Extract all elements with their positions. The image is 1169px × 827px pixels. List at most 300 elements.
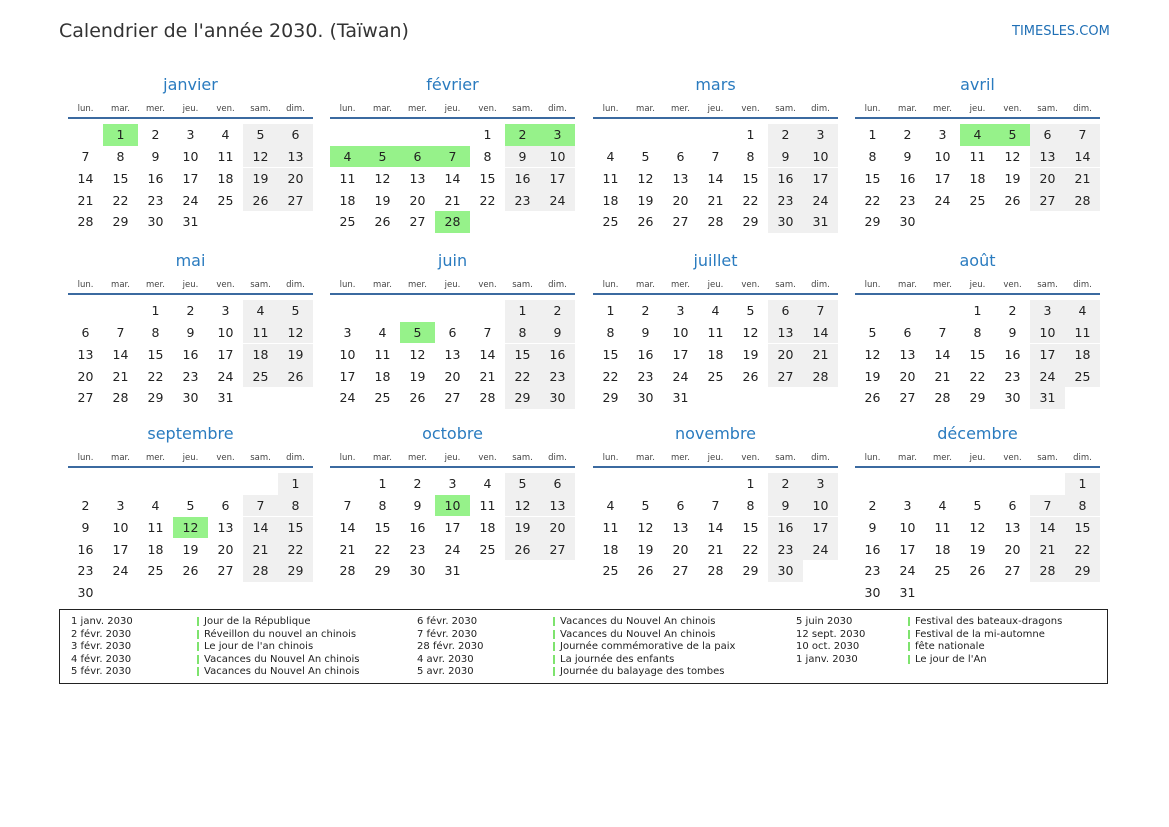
day-cell: 15 <box>969 346 986 362</box>
legend-date: 7 févr. 2030 <box>417 628 478 640</box>
legend-date: 5 juin 2030 <box>796 616 853 627</box>
day-cell: 5 <box>973 498 982 514</box>
day-cell: 17 <box>339 368 356 384</box>
day-cell: 9 <box>768 146 803 168</box>
day-cell: 1 <box>746 127 755 143</box>
holiday-day-cell: 6 <box>400 146 435 168</box>
day-cell: 1 <box>151 303 160 319</box>
weekday-label: mar. <box>898 280 917 290</box>
day-cell: 12 <box>243 146 278 168</box>
day-cell: 26 <box>637 563 654 579</box>
day-cell: 12 <box>637 519 654 535</box>
day-cell: 11 <box>217 149 234 165</box>
day-cell: 3 <box>1030 300 1065 322</box>
day-cell: 22 <box>864 192 881 208</box>
weekday-label: lun. <box>339 104 356 114</box>
day-cell: 13 <box>672 170 689 186</box>
day-cell: 5 <box>641 149 650 165</box>
weekday-label: sam. <box>512 453 533 463</box>
day-grid <box>855 300 1100 409</box>
weekday-label: lun. <box>864 104 881 114</box>
day-grid <box>593 124 838 233</box>
day-cell: 16 <box>77 541 94 557</box>
weekday-label: dim. <box>286 453 305 463</box>
day-cell: 5 <box>505 473 540 495</box>
legend-holiday-name: Vacances du Nouvel An chinois <box>197 654 359 665</box>
weekday-label: mer. <box>146 104 165 114</box>
day-cell: 30 <box>147 214 164 230</box>
day-cell: 16 <box>505 168 540 190</box>
month-block <box>855 250 1100 409</box>
day-cell: 4 <box>221 127 230 143</box>
day-cell: 26 <box>742 368 759 384</box>
day-cell: 21 <box>444 192 461 208</box>
day-cell: 29 <box>742 214 759 230</box>
day-cell: 15 <box>147 346 164 362</box>
day-cell: 6 <box>1008 498 1017 514</box>
day-cell: 13 <box>409 170 426 186</box>
empty-cell <box>330 124 365 146</box>
day-cell: 19 <box>969 541 986 557</box>
day-cell: 24 <box>444 541 461 557</box>
day-cell: 9 <box>540 322 575 344</box>
day-cell: 2 <box>768 124 803 146</box>
day-cell: 13 <box>540 495 575 517</box>
day-cell: 22 <box>602 368 619 384</box>
day-cell: 15 <box>505 344 540 366</box>
day-cell: 11 <box>969 149 986 165</box>
day-cell: 30 <box>540 387 575 409</box>
day-cell: 29 <box>112 214 129 230</box>
empty-cell <box>855 300 890 322</box>
day-cell: 8 <box>505 322 540 344</box>
day-cell: 25 <box>339 214 356 230</box>
day-cell: 26 <box>374 214 391 230</box>
day-cell: 23 <box>768 189 803 211</box>
day-cell: 3 <box>676 303 685 319</box>
day-cell: 26 <box>969 563 986 579</box>
day-cell: 24 <box>803 538 838 560</box>
weekday-label: jeu. <box>182 453 199 463</box>
day-cell: 24 <box>182 192 199 208</box>
day-cell: 30 <box>1004 390 1021 406</box>
day-cell: 31 <box>1030 387 1065 409</box>
day-cell: 21 <box>707 541 724 557</box>
weekday-label: mar. <box>373 453 392 463</box>
month-name: août <box>959 251 996 270</box>
day-cell: 2 <box>903 127 912 143</box>
weekday-label: ven. <box>741 453 760 463</box>
day-cell: 8 <box>483 149 492 165</box>
day-cell: 10 <box>803 146 838 168</box>
day-cell: 11 <box>602 170 619 186</box>
day-cell: 26 <box>243 189 278 211</box>
day-cell: 20 <box>540 517 575 539</box>
day-cell: 18 <box>339 192 356 208</box>
day-cell: 18 <box>707 346 724 362</box>
day-cell: 31 <box>444 563 461 579</box>
empty-cell <box>925 300 960 322</box>
holiday-day-cell: 4 <box>330 146 365 168</box>
day-cell: 31 <box>672 390 689 406</box>
weekday-label: sam. <box>250 104 271 114</box>
day-cell: 17 <box>803 168 838 190</box>
day-cell: 12 <box>742 325 759 341</box>
day-cell: 25 <box>374 390 391 406</box>
weekday-label: dim. <box>548 104 567 114</box>
month-block <box>593 74 838 233</box>
holiday-day-cell: 4 <box>960 124 995 146</box>
weekday-label: mer. <box>933 104 952 114</box>
day-cell: 28 <box>1030 560 1065 582</box>
day-cell: 2 <box>768 473 803 495</box>
day-cell: 14 <box>77 170 94 186</box>
month-name: mars <box>695 75 736 94</box>
day-cell: 16 <box>409 519 426 535</box>
empty-cell <box>593 124 628 146</box>
weekday-label: lun. <box>339 453 356 463</box>
empty-cell <box>365 124 400 146</box>
month-name: septembre <box>147 424 234 443</box>
day-cell: 25 <box>217 192 234 208</box>
day-cell: 28 <box>934 390 951 406</box>
empty-cell <box>960 473 995 495</box>
legend-holiday-name: Journée du balayage des tombes <box>553 666 725 677</box>
weekday-label: sam. <box>250 280 271 290</box>
weekday-label: ven. <box>478 453 497 463</box>
weekday-label: dim. <box>548 280 567 290</box>
day-cell: 20 <box>672 192 689 208</box>
day-cell: 24 <box>217 368 234 384</box>
day-cell: 29 <box>505 387 540 409</box>
day-cell: 9 <box>641 325 650 341</box>
day-cell: 27 <box>1004 563 1021 579</box>
day-cell: 4 <box>243 300 278 322</box>
empty-cell <box>995 473 1030 495</box>
day-cell: 6 <box>768 300 803 322</box>
weekday-label: mer. <box>146 280 165 290</box>
day-cell: 21 <box>339 541 356 557</box>
day-cell: 28 <box>707 214 724 230</box>
day-cell: 27 <box>217 563 234 579</box>
day-cell: 23 <box>409 541 426 557</box>
weekday-label: mar. <box>111 104 130 114</box>
day-cell: 8 <box>868 149 877 165</box>
holiday-day-cell: 5 <box>365 146 400 168</box>
day-cell: 5 <box>186 498 195 514</box>
day-cell: 29 <box>147 390 164 406</box>
weekday-label: ven. <box>216 280 235 290</box>
day-cell: 29 <box>602 390 619 406</box>
day-cell: 2 <box>413 476 422 492</box>
day-cell: 16 <box>768 168 803 190</box>
weekday-label: dim. <box>1073 104 1092 114</box>
day-cell: 25 <box>969 192 986 208</box>
day-cell: 11 <box>147 519 164 535</box>
day-cell: 27 <box>1030 189 1065 211</box>
day-cell: 25 <box>479 541 496 557</box>
day-cell: 16 <box>1004 346 1021 362</box>
legend-date: 1 janv. 2030 <box>71 616 133 627</box>
day-cell: 1 <box>483 127 492 143</box>
empty-cell <box>330 473 365 495</box>
day-cell: 19 <box>864 368 881 384</box>
day-cell: 3 <box>903 498 912 514</box>
day-cell: 10 <box>672 325 689 341</box>
day-cell: 6 <box>676 149 685 165</box>
weekday-label: lun. <box>602 280 619 290</box>
day-cell: 25 <box>602 214 619 230</box>
day-cell: 19 <box>637 192 654 208</box>
day-cell: 17 <box>1030 344 1065 366</box>
day-cell: 9 <box>151 149 160 165</box>
day-grid <box>593 473 838 582</box>
site-link[interactable]: TIMESLES.COM <box>1012 24 1110 39</box>
day-cell: 1 <box>505 300 540 322</box>
holiday-day-cell: 7 <box>435 146 470 168</box>
day-cell: 30 <box>77 585 94 601</box>
weekday-label: lun. <box>77 453 94 463</box>
weekday-label: lun. <box>77 104 94 114</box>
empty-cell <box>173 473 208 495</box>
month-block <box>593 423 838 582</box>
day-cell: 17 <box>444 519 461 535</box>
day-cell: 11 <box>934 519 951 535</box>
day-cell: 3 <box>343 325 352 341</box>
day-cell: 5 <box>746 303 755 319</box>
day-cell: 28 <box>77 214 94 230</box>
day-cell: 13 <box>899 346 916 362</box>
day-cell: 28 <box>339 563 356 579</box>
day-cell: 8 <box>1065 495 1100 517</box>
empty-cell <box>400 124 435 146</box>
day-cell: 12 <box>278 322 313 344</box>
day-cell: 12 <box>637 170 654 186</box>
day-cell: 17 <box>217 346 234 362</box>
weekday-label: jeu. <box>444 280 461 290</box>
day-cell: 10 <box>934 149 951 165</box>
day-cell: 14 <box>112 346 129 362</box>
day-cell: 21 <box>707 192 724 208</box>
day-grid <box>68 473 313 603</box>
weekday-label: mer. <box>671 453 690 463</box>
day-cell: 30 <box>768 211 803 233</box>
weekday-header <box>593 447 838 468</box>
empty-cell <box>208 473 243 495</box>
day-cell: 26 <box>505 538 540 560</box>
legend-date: 5 févr. 2030 <box>71 666 132 678</box>
month-block <box>593 250 838 409</box>
day-cell: 17 <box>672 346 689 362</box>
weekday-label: sam. <box>1037 280 1058 290</box>
weekday-label: dim. <box>286 280 305 290</box>
weekday-label: dim. <box>548 453 567 463</box>
day-cell: 7 <box>938 325 947 341</box>
month-name: janvier <box>163 75 218 94</box>
empty-cell <box>243 473 278 495</box>
day-cell: 3 <box>938 127 947 143</box>
day-cell: 11 <box>374 346 391 362</box>
empty-cell <box>103 473 138 495</box>
day-cell: 21 <box>243 538 278 560</box>
weekday-label: ven. <box>741 104 760 114</box>
day-cell: 14 <box>707 519 724 535</box>
day-cell: 14 <box>803 322 838 344</box>
day-cell: 26 <box>278 365 313 387</box>
day-cell: 31 <box>803 211 838 233</box>
day-cell: 7 <box>1065 124 1100 146</box>
legend-holiday-name: Journée commémorative de la paix <box>553 641 735 652</box>
weekday-label: mar. <box>111 453 130 463</box>
day-cell: 20 <box>1030 168 1065 190</box>
day-cell: 2 <box>81 498 90 514</box>
day-cell: 2 <box>1008 303 1017 319</box>
weekday-header <box>855 447 1100 468</box>
day-cell: 1 <box>746 476 755 492</box>
day-cell: 13 <box>1030 146 1065 168</box>
legend-date: 12 sept. 2030 <box>796 628 866 640</box>
day-cell: 14 <box>479 346 496 362</box>
weekday-label: mer. <box>146 453 165 463</box>
day-cell: 24 <box>803 189 838 211</box>
day-cell: 31 <box>217 390 234 406</box>
day-cell: 29 <box>374 563 391 579</box>
weekday-label: jeu. <box>707 104 724 114</box>
weekday-label: ven. <box>1003 280 1022 290</box>
empty-cell <box>698 473 733 495</box>
holiday-day-cell: 12 <box>173 517 208 539</box>
weekday-label: ven. <box>478 280 497 290</box>
day-cell: 16 <box>147 170 164 186</box>
day-cell: 12 <box>969 519 986 535</box>
month-name: décembre <box>937 424 1018 443</box>
legend-date: 4 avr. 2030 <box>417 653 474 665</box>
day-cell: 26 <box>1004 192 1021 208</box>
day-cell: 3 <box>186 127 195 143</box>
weekday-label: lun. <box>864 280 881 290</box>
weekday-label: dim. <box>1073 453 1092 463</box>
day-cell: 13 <box>672 519 689 535</box>
day-cell: 11 <box>707 325 724 341</box>
day-cell: 4 <box>378 325 387 341</box>
day-cell: 10 <box>112 519 129 535</box>
day-cell: 3 <box>803 124 838 146</box>
day-cell: 18 <box>934 541 951 557</box>
day-cell: 24 <box>934 192 951 208</box>
day-cell: 1 <box>606 303 615 319</box>
day-cell: 20 <box>899 368 916 384</box>
day-cell: 4 <box>606 149 615 165</box>
day-cell: 14 <box>934 346 951 362</box>
legend-holiday-name: Jour de la République <box>197 616 311 627</box>
day-cell: 7 <box>243 495 278 517</box>
day-cell: 13 <box>1004 519 1021 535</box>
empty-cell <box>68 473 103 495</box>
day-cell: 9 <box>1008 325 1017 341</box>
empty-cell <box>435 300 470 322</box>
day-cell: 14 <box>1065 146 1100 168</box>
day-cell: 8 <box>378 498 387 514</box>
empty-cell <box>330 300 365 322</box>
weekday-label: lun. <box>602 453 619 463</box>
day-cell: 16 <box>899 170 916 186</box>
day-cell: 21 <box>1065 168 1100 190</box>
day-cell: 28 <box>479 390 496 406</box>
weekday-label: sam. <box>775 453 796 463</box>
weekday-label: mer. <box>933 453 952 463</box>
weekday-label: ven. <box>478 104 497 114</box>
day-cell: 1 <box>378 476 387 492</box>
day-cell: 9 <box>868 519 877 535</box>
empty-cell <box>103 300 138 322</box>
empty-cell <box>890 473 925 495</box>
day-cell: 23 <box>1004 368 1021 384</box>
day-cell: 29 <box>1065 560 1100 582</box>
day-cell: 10 <box>217 325 234 341</box>
day-cell: 4 <box>483 476 492 492</box>
weekday-header <box>68 447 313 468</box>
empty-cell <box>628 124 663 146</box>
weekday-label: jeu. <box>707 280 724 290</box>
holiday-day-cell: 2 <box>505 124 540 146</box>
month-block <box>68 423 313 603</box>
weekday-label: jeu. <box>182 104 199 114</box>
day-cell: 7 <box>81 149 90 165</box>
day-cell: 27 <box>768 365 803 387</box>
month-name: octobre <box>422 424 483 443</box>
weekday-label: mar. <box>373 104 392 114</box>
weekday-label: ven. <box>216 453 235 463</box>
day-cell: 16 <box>540 344 575 366</box>
day-cell: 22 <box>374 541 391 557</box>
weekday-label: ven. <box>1003 453 1022 463</box>
empty-cell <box>400 300 435 322</box>
day-grid <box>855 473 1100 603</box>
legend-holiday-name: Vacances du Nouvel An chinois <box>553 629 715 640</box>
day-cell: 18 <box>1065 344 1100 366</box>
month-name: juillet <box>693 251 738 270</box>
day-cell: 29 <box>742 563 759 579</box>
day-cell: 13 <box>768 322 803 344</box>
holiday-day-cell: 10 <box>435 495 470 517</box>
day-cell: 24 <box>112 563 129 579</box>
day-cell: 26 <box>182 563 199 579</box>
day-cell: 21 <box>934 368 951 384</box>
weekday-label: mar. <box>898 453 917 463</box>
day-cell: 12 <box>864 346 881 362</box>
day-cell: 6 <box>278 124 313 146</box>
day-cell: 7 <box>803 300 838 322</box>
day-cell: 19 <box>505 517 540 539</box>
day-cell: 30 <box>409 563 426 579</box>
day-grid <box>330 300 575 409</box>
weekday-header <box>593 98 838 119</box>
day-cell: 27 <box>672 214 689 230</box>
day-cell: 12 <box>409 346 426 362</box>
day-cell: 6 <box>1030 124 1065 146</box>
day-cell: 20 <box>409 192 426 208</box>
day-cell: 27 <box>540 538 575 560</box>
day-cell: 22 <box>742 541 759 557</box>
day-cell: 11 <box>243 322 278 344</box>
day-cell: 27 <box>444 390 461 406</box>
day-cell: 4 <box>1065 300 1100 322</box>
day-cell: 10 <box>1030 322 1065 344</box>
empty-cell <box>365 300 400 322</box>
day-cell: 11 <box>339 170 356 186</box>
day-cell: 16 <box>864 541 881 557</box>
legend-holiday-name: Le jour de l'an chinois <box>197 641 313 652</box>
